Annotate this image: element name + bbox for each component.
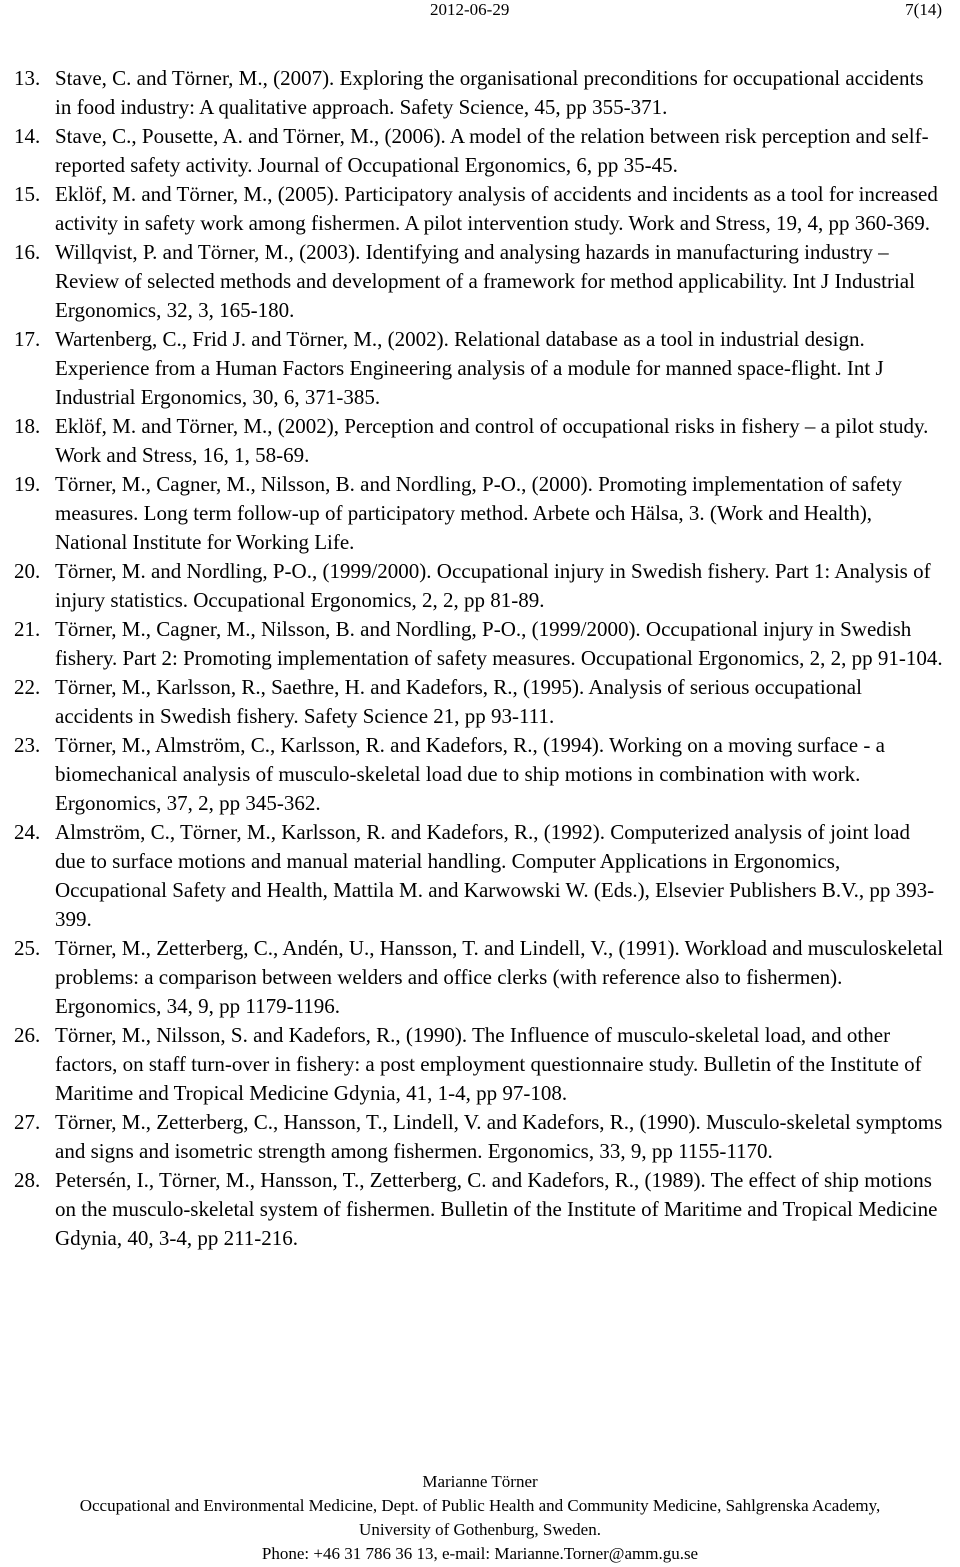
- reference-text: Wartenberg, C., Frid J. and Törner, M., (2002). Relational database as a tool in industrial design. Experience from a Human Factors Engineering analysis of a module for manned space-flight. Int J Industrial Ergonomics, 30, 6, 371-385.: [55, 327, 884, 409]
- reference-item: [14, 1021, 944, 1108]
- reference-text: Törner, M., Karlsson, R., Saethre, H. and Kadefors, R., (1995). Analysis of serious occupational accidents in Swedish fishery. Safety Science 21, pp 93-111.: [55, 675, 862, 728]
- reference-text: Eklöf, M. and Törner, M., (2002), Perception and control of occupational risks in fishery – a pilot study. Work and Stress, 16, 1, 58-69.: [55, 414, 929, 467]
- reference-item: [14, 412, 944, 470]
- reference-text: Petersén, I., Törner, M., Hansson, T., Zetterberg, C. and Kadefors, R., (1989). The effect of ship motions on the musculo-skeletal system of fishermen. Bulletin of the Institute of Maritime and Tropical Medicine Gdynia, 40, 3-4, pp 211-216.: [55, 1168, 938, 1250]
- reference-item: [14, 615, 944, 673]
- reference-item: [14, 325, 944, 412]
- reference-number: 18.: [14, 414, 41, 438]
- reference-number: 13.: [14, 66, 41, 90]
- reference-text: Willqvist, P. and Törner, M., (2003). Identifying and analysing hazards in manufacturing industry –Review of selected methods and development of a framework for method applicability. Int J Industrial Ergonomics, 32, 3, 165-180.: [55, 240, 915, 322]
- reference-number: 28.: [14, 1168, 41, 1192]
- reference-number: 21.: [14, 617, 41, 641]
- reference-number: 17.: [14, 327, 41, 351]
- reference-text: Eklöf, M. and Törner, M., (2005). Participatory analysis of accidents and incidents as a tool for increased activity in safety work among fishermen. A pilot intervention study. Work and Stress, 19, 4, pp 360-369.: [55, 182, 938, 235]
- reference-item: [14, 238, 944, 325]
- reference-number: 25.: [14, 936, 41, 960]
- reference-text: Törner, M., Nilsson, S. and Kadefors, R., (1990). The Influence of musculo-skeletal load, and other factors, on staff turn-over in fishery: a post employment questionnaire study. Bulletin of the Institute of Maritime and Tropical Medicine Gdynia, 41, 1-4, pp 97-108.: [55, 1023, 922, 1105]
- reference-number: 23.: [14, 733, 41, 757]
- reference-item: [14, 1108, 944, 1166]
- reference-item: [14, 934, 944, 1021]
- reference-item: [14, 673, 944, 731]
- reference-item: [14, 818, 944, 934]
- reference-item: [14, 470, 944, 557]
- reference-number: 19.: [14, 472, 41, 496]
- reference-text: Törner, M., Cagner, M., Nilsson, B. and Nordling, P-O., (2000). Promoting implementation of safety measures. Long term follow-up of participatory method. Arbete och Hälsa, 3. (Work and Health), National Institute for Working Life.: [55, 472, 902, 554]
- reference-number: 16.: [14, 240, 41, 264]
- reference-number: 24.: [14, 820, 41, 844]
- reference-item: [14, 180, 944, 238]
- reference-item: [14, 1166, 944, 1253]
- reference-number: 15.: [14, 182, 41, 206]
- reference-number: 27.: [14, 1110, 41, 1134]
- footer-university: University of Gothenburg, Sweden.: [359, 1520, 601, 1539]
- reference-number: 14.: [14, 124, 41, 148]
- footer-contact: Phone: +46 31 786 36 13, e-mail: Marianne.Torner@amm.gu.se: [261, 1544, 699, 1563]
- reference-list: [14, 64, 944, 1253]
- reference-item: [14, 731, 944, 818]
- reference-text: Törner, M., Zetterberg, C., Hansson, T., Lindell, V. and Kadefors, R., (1990). Musculo-skeletal symptoms and signs and isometric strength among fishermen. Ergonomics, 33, 9, pp 1155-1170.: [55, 1110, 943, 1163]
- reference-number: 20.: [14, 559, 41, 583]
- header-date: 2012-06-29: [430, 0, 510, 19]
- page-number: 7(14): [905, 0, 942, 19]
- reference-item: [14, 557, 944, 615]
- reference-item: [14, 64, 944, 122]
- page-footer: [0, 1470, 960, 1566]
- reference-text: Almström, C., Törner, M., Karlsson, R. and Kadefors, R., (1992). Computerized analysis of joint load due to surface motions and manual material handling. Computer Applications in Ergonomics, Occupational Safety and Health, Mattila M. and Karwowski W. (Eds.), Elsevier Publishers B.V., pp 393-399.: [55, 820, 935, 931]
- reference-text: Törner, M., Cagner, M., Nilsson, B. and Nordling, P-O., (1999/2000). Occupational injury in Swedish fishery. Part 2: Promoting implementation of safety measures. Occupational Ergonomics, 2, 2, pp 91-104.: [55, 617, 943, 670]
- page-header: [0, 0, 960, 24]
- reference-text: Stave, C., Pousette, A. and Törner, M., (2006). A model of the relation between risk perception and self-reported safety activity. Journal of Occupational Ergonomics, 6, pp 35-45.: [55, 124, 929, 177]
- reference-number: 22.: [14, 675, 41, 699]
- reference-text: Törner, M., Almström, C., Karlsson, R. and Kadefors, R., (1994). Working on a moving surface - a biomechanical analysis of musculo-skeletal load due to ship motions in combination with work. Ergonomics, 37, 2, pp 345-362.: [55, 733, 885, 815]
- reference-text: Törner, M., Zetterberg, C., Andén, U., Hansson, T. and Lindell, V., (1991). Workload and musculoskeletal problems: a comparison between welders and office clerks (with reference also to fishermen). Ergonomics, 34, 9, pp 1179-1196.: [55, 936, 944, 1018]
- reference-item: [14, 122, 944, 180]
- footer-affiliation: Occupational and Environmental Medicine, Dept. of Public Health and Community Medicine, Sahlgrenska Academy,: [79, 1496, 881, 1515]
- reference-text: Törner, M. and Nordling, P-O., (1999/2000). Occupational injury in Swedish fishery. Part 1: Analysis of injury statistics. Occupational Ergonomics, 2, 2, pp 81-89.: [55, 559, 931, 612]
- reference-number: 26.: [14, 1023, 41, 1047]
- footer-author-name: Marianne Törner: [422, 1472, 538, 1491]
- reference-text: Stave, C. and Törner, M., (2007). Exploring the organisational preconditions for occupational accidents in food industry: A qualitative approach. Safety Science, 45, pp 355-371.: [55, 66, 924, 119]
